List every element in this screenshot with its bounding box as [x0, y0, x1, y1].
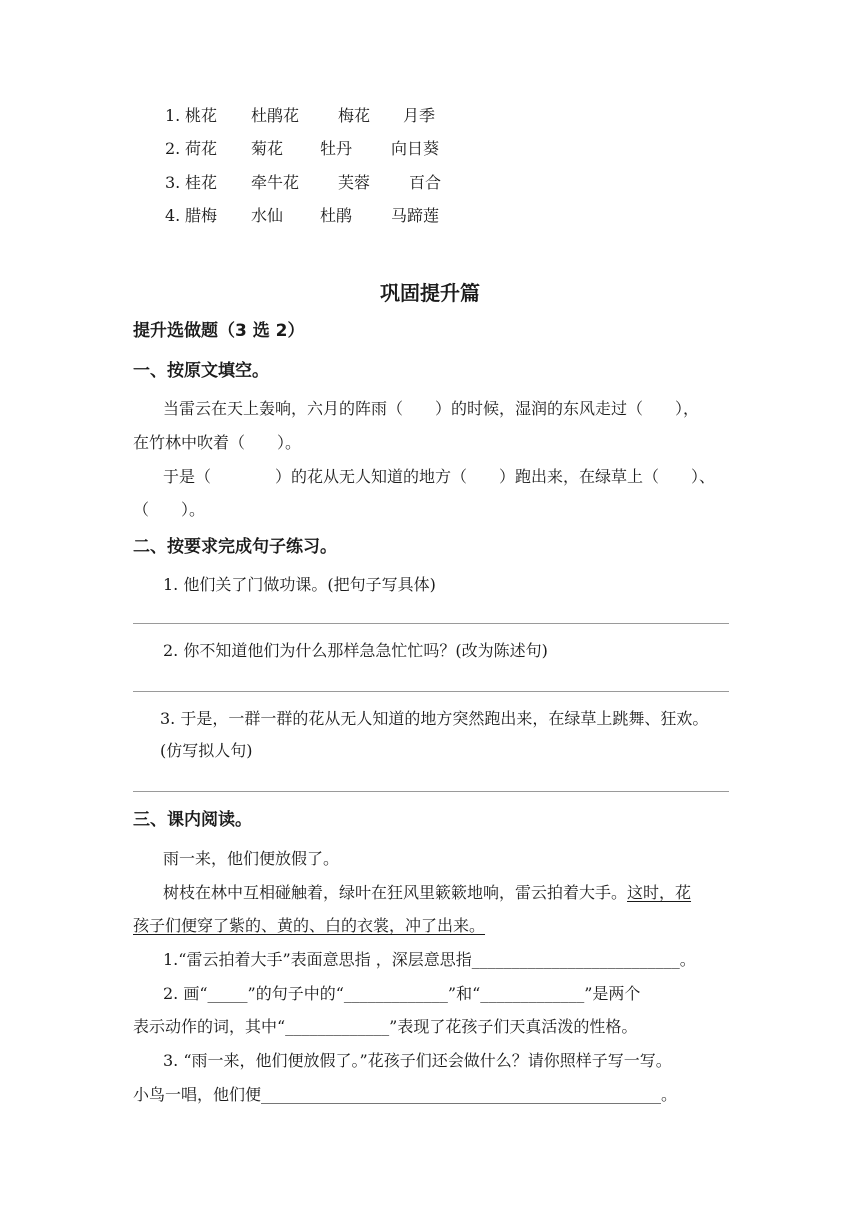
row-number: 3. — [165, 173, 181, 192]
answer-line-1[interactable] — [133, 623, 729, 624]
flower-row-4 — [165, 205, 439, 227]
flower-row-3 — [165, 172, 441, 194]
part1-line-2: 在竹林中吹着（ ）。 — [133, 433, 302, 452]
flower-item: 桃花 — [185, 106, 218, 125]
flower-item: 向日葵 — [391, 139, 440, 158]
flower-item: 荷花 — [185, 139, 218, 158]
reading-question-2-line-2: 表示动作的词，其中“_____________”表现了花孩子们天真活泼的性格。 — [133, 1017, 638, 1036]
flower-row-2 — [165, 138, 439, 160]
part2-question-3-line-1: 3. 于是，一群一群的花从无人知道的地方突然跑出来，在绿草上跳舞、狂欢。 — [160, 709, 709, 728]
reading-question-2-line-1: 2. 画“_____”的句子中的“_____________”和“_____________”是两个 — [163, 984, 641, 1003]
reading-question-1: 1.“雷云拍着大手”表面意思指 ，深层意思指__________________________。 — [163, 950, 696, 969]
part2-question-2: 2. 你不知道他们为什么那样急急忙忙吗？(改为陈述句) — [163, 641, 548, 660]
section-title: 巩固提升篇 — [380, 281, 480, 305]
reading-paragraph-2-line-2: 孩子们便穿了紫的、黄的、白的衣裳，冲了出来。 — [133, 916, 486, 935]
part2-question-3-line-2: (仿写拟人句) — [160, 741, 253, 760]
answer-line-2[interactable] — [133, 691, 729, 692]
reading-paragraph-1: 雨一来，他们便放假了。 — [163, 849, 340, 868]
part1-line-1: 当雷云在天上轰响，六月的阵雨（ ）的时候，湿润的东风走过（ ）， — [163, 399, 700, 418]
reading-question-3-line-2: 小鸟一唱，他们便__________________________________________________。 — [133, 1085, 678, 1104]
answer-line-3[interactable] — [133, 791, 729, 792]
part1-heading: 一、按原文填空。 — [133, 361, 269, 381]
flower-item: 水仙 — [251, 206, 284, 225]
part2-heading: 二、按要求完成句子练习。 — [133, 537, 337, 557]
row-number: 1. — [165, 106, 181, 125]
flower-item: 芙蓉 — [338, 173, 371, 192]
flower-item: 马蹄莲 — [391, 206, 440, 225]
flower-item: 杜鹃 — [320, 206, 353, 225]
flower-item: 牵牛花 — [251, 173, 300, 192]
flower-item: 腊梅 — [185, 206, 218, 225]
flower-row-1 — [165, 105, 435, 127]
flower-item: 月季 — [403, 106, 436, 125]
flower-item: 牡丹 — [320, 139, 353, 158]
reading-paragraph-2-line-1 — [163, 882, 691, 904]
reading-text: 树枝在林中互相碰触着，绿叶在狂风里簌簌地响，雷云拍着大手。 — [163, 883, 628, 902]
underlined-sentence-start: 这时，花 — [627, 883, 692, 902]
reading-question-3-line-1: 3. “雨一来，他们便放假了。”花孩子们还会做什么？请你照样子写一写。 — [163, 1051, 672, 1070]
subtitle: 提升选做题（3 选 2） — [133, 321, 305, 341]
part1-line-4: （ ）。 — [133, 500, 206, 519]
flower-item: 菊花 — [251, 139, 284, 158]
flower-item: 百合 — [409, 173, 442, 192]
part2-question-1: 1. 他们关了门做功课。(把句子写具体) — [163, 575, 436, 594]
flower-item: 桂花 — [185, 173, 218, 192]
row-number: 2. — [165, 139, 181, 158]
flower-item: 梅花 — [338, 106, 371, 125]
flower-item: 杜鹃花 — [251, 106, 300, 125]
row-number: 4. — [165, 206, 181, 225]
part3-heading: 三、课内阅读。 — [133, 810, 252, 830]
part1-line-3: 于是（ ）的花从无人知道的地方（ ）跑出来，在绿草上（ ）、 — [163, 467, 716, 486]
